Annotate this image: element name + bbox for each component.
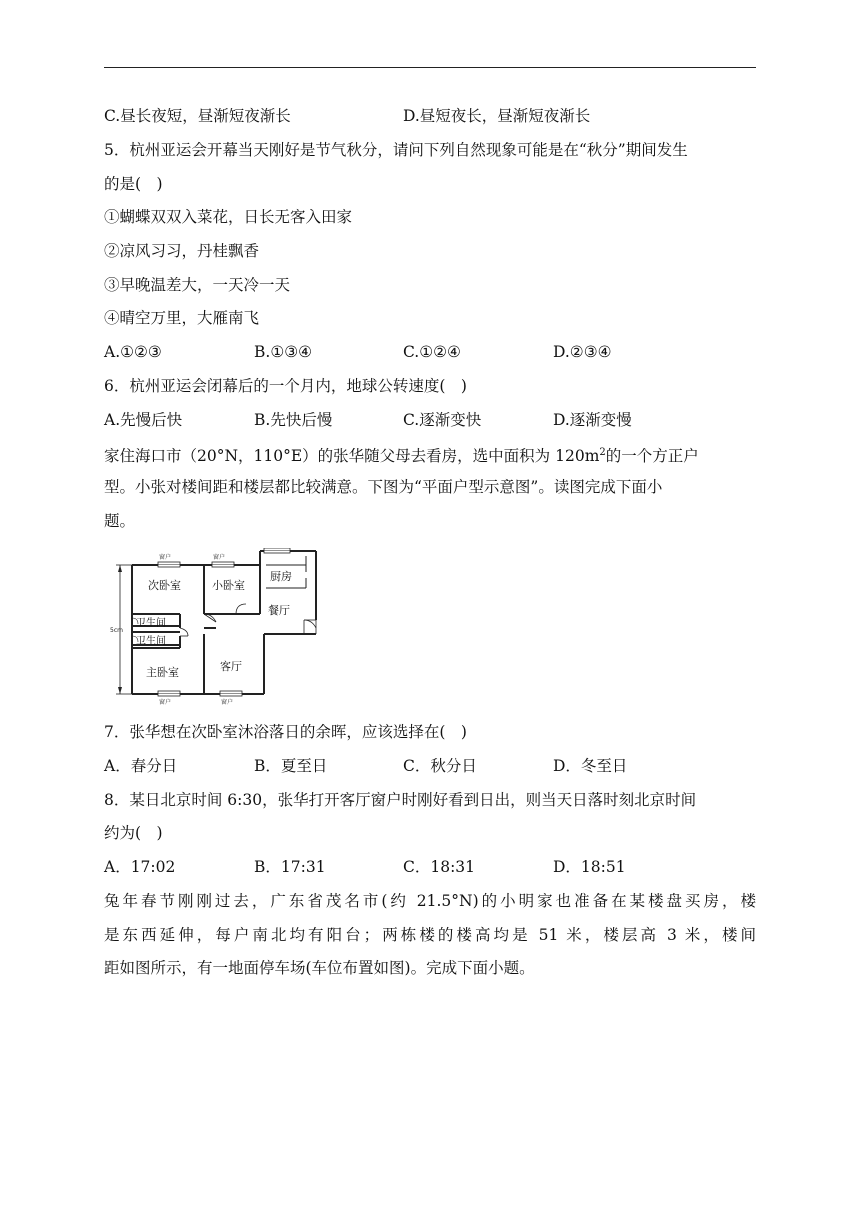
q5-item-3: ③早晚温差大，一天冷一天 [104,276,291,294]
passage2-line2: 是东西延伸，每户南北均有阳台；两栋楼的楼高均是 51 米，楼层高 3 米，楼间 [104,926,756,944]
q5-stem-line2: 的是( ) [104,175,163,193]
q6-option-b: B.先快后慢 [254,411,333,429]
q8-stem-line1: 8．某日北京时间 6:30，张华打开客厅窗户时刚好看到日出，则当天日落时刻北京时间 [104,791,697,809]
q6-option-c: C.逐渐变快 [403,411,482,429]
option-d-prev: D.昼短夜长，昼渐短夜渐长 [403,107,591,125]
q8-option-a: A．17:02 [104,858,176,876]
q5-option-c: C.①②④ [403,343,461,361]
q5-stem-line1: 5．杭州亚运会开幕当天刚好是节气秋分，请问下列自然现象可能是在“秋分”期间发生 [104,141,688,159]
q5-option-d: D.②③④ [553,343,612,361]
window-label: 窗户 [159,699,172,706]
room-small-bedroom: 小卧室 [212,579,245,592]
scale-label: 5cm [110,627,123,634]
q7-stem: 7．张华想在次卧室沐浴落日的余晖，应该选择在( ) [104,723,467,741]
room-living-room: 客厅 [220,660,242,673]
window-label: 窗户 [159,554,172,561]
passage1-line3: 题。 [104,512,136,530]
room-dining: 餐厅 [268,604,290,617]
q8-stem-line2: 约为( ) [104,824,163,842]
q6-option-d: D.逐渐变慢 [553,411,632,429]
q5-item-2: ②凉风习习，丹桂飘香 [104,242,260,260]
passage1-line2: 型。小张对楼间距和楼层都比较满意。下图为“平面户型示意图”。读图完成下面小 [104,478,663,496]
passage1-line1: 家住海口市（20°N，110°E）的张华随父母去看房，选中面积为 $120m^2$的一个方正户 [104,447,699,466]
q5-item-1: ①蝴蝶双双入菜花，日长无客入田家 [104,208,353,226]
room-bathroom-2: 卫生间 [136,636,166,647]
q7-option-a: A．春分日 [104,757,178,775]
floor-plan-diagram [108,548,324,706]
room-bathroom-1: 卫生间 [136,618,166,629]
room-second-bedroom: 次卧室 [148,579,181,592]
window-label: 窗户 [221,699,234,706]
q6-stem: 6．杭州亚运会闭幕后的一个月内，地球公转速度( ) [104,377,467,395]
option-c-prev: C.昼长夜短，昼渐短夜渐长 [104,107,291,125]
q5-option-a: A.①②③ [104,343,162,361]
passage2-line3: 距如图所示，有一地面停车场(车位布置如图)。完成下面小题。 [104,959,535,977]
q7-option-d: D．冬至日 [553,757,628,775]
window-label: 窗户 [213,554,226,561]
q8-option-c: C．18:31 [403,858,476,876]
header-rule [104,67,756,68]
q7-option-c: C．秋分日 [403,757,477,775]
q8-option-b: B．17:31 [254,858,326,876]
room-master-bedroom: 主卧室 [146,666,179,679]
q6-option-a: A.先慢后快 [104,411,183,429]
q5-item-4: ④晴空万里，大雁南飞 [104,309,260,327]
q8-option-d: D．18:51 [553,858,626,876]
q5-option-b: B.①③④ [254,343,313,361]
passage2-line1: 兔年春节刚刚过去，广东省茂名市(约 21.5°N)的小明家也准备在某楼盘买房，楼 [104,892,756,910]
q7-option-b: B．夏至日 [254,757,328,775]
room-kitchen: 厨房 [270,570,292,583]
